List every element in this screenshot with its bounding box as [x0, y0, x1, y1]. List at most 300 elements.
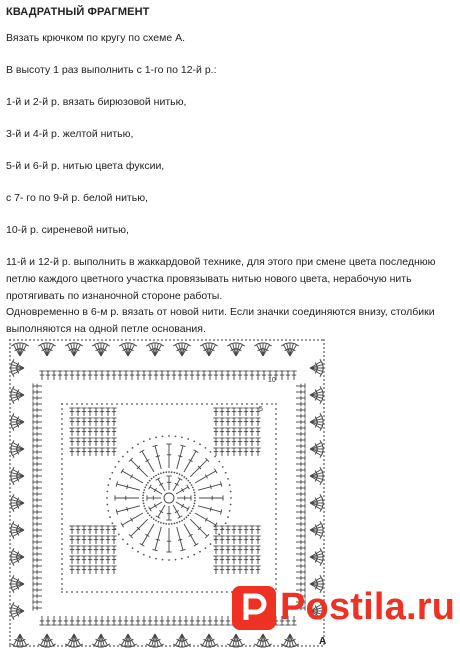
round-number-label: 5: [259, 406, 263, 413]
chain-dot: [275, 478, 277, 480]
chain-dot: [273, 645, 275, 647]
chain-dot: [289, 339, 291, 341]
chain-dot: [9, 523, 11, 525]
chain-dot: [293, 339, 295, 341]
chain-dot: [101, 591, 103, 593]
top-fan-stitch: [236, 345, 243, 356]
chain-dot: [245, 645, 247, 647]
chain-dot: [187, 438, 189, 440]
chain-dot: [61, 443, 63, 445]
chain-dot: [9, 479, 11, 481]
bottom-fan-stitch: [263, 634, 270, 645]
chain-dot: [275, 568, 277, 570]
medallion-stitch: [184, 524, 196, 545]
chain-dot: [166, 591, 168, 593]
chain-dot: [193, 554, 195, 556]
chain-dot: [230, 497, 232, 499]
bottom-fan-stitch: [122, 634, 129, 645]
stitch-crossbar: [210, 507, 211, 511]
bottom-fan-stitch: [14, 634, 21, 645]
stitch-top: [187, 507, 190, 512]
chain-dot: [275, 433, 277, 435]
chain-dot: [192, 487, 194, 489]
chain-dot: [187, 514, 189, 516]
chain-dot: [17, 339, 19, 341]
stitch-top: [320, 507, 323, 512]
chain-dot: [61, 543, 63, 545]
chain-dot: [144, 487, 146, 489]
chain-dot: [323, 363, 325, 365]
chain-dot: [106, 403, 108, 405]
chain-dot: [193, 339, 195, 341]
chain-dot: [257, 339, 259, 341]
right-fan-stitch: [310, 530, 321, 537]
top-fan-stitch: [209, 345, 216, 356]
chain-dot: [127, 543, 129, 545]
chain-dot: [275, 513, 277, 515]
chain-dot: [229, 510, 231, 512]
chain-dot: [142, 497, 144, 499]
chain-dot: [109, 645, 111, 647]
chain-dot: [9, 383, 11, 385]
chain-dot: [233, 339, 235, 341]
top-fan-stitch: [263, 345, 270, 356]
stitch-top: [159, 343, 164, 346]
chain-dot: [9, 639, 11, 641]
center-stitch: [150, 502, 162, 509]
chain-dot: [61, 538, 63, 540]
stitch-top: [11, 602, 14, 607]
top-fan-stitch: [74, 345, 81, 356]
stitch-top: [11, 575, 14, 580]
chain-dot: [193, 645, 195, 647]
chain-dot: [171, 591, 173, 593]
right-fan-stitch: [310, 416, 321, 423]
chain-dot: [141, 591, 143, 593]
chain-dot: [301, 339, 303, 341]
chain-dot: [165, 339, 167, 341]
chain-dot: [251, 403, 253, 405]
top-fan-stitch: [257, 345, 264, 356]
chain-dot: [275, 418, 277, 420]
chain-dot: [323, 459, 325, 461]
chain-dot: [155, 520, 157, 522]
left-fan-stitch: [13, 470, 24, 477]
chain-dot: [61, 413, 63, 415]
chain-dot: [323, 535, 325, 537]
left-fan-stitch: [13, 584, 24, 591]
stitch-top: [320, 426, 323, 431]
chain-dot: [275, 498, 277, 500]
chain-dot: [197, 645, 199, 647]
chain-dot: [137, 443, 139, 445]
stitch-crossbar: [127, 485, 128, 489]
chain-dot: [285, 339, 287, 341]
chain-dot: [81, 403, 83, 405]
chain-dot: [9, 399, 11, 401]
chain-dot: [176, 522, 178, 524]
stitch-crossbar: [178, 539, 182, 540]
chain-dot: [9, 483, 11, 485]
chain-dot: [142, 500, 144, 502]
chain-dot: [61, 513, 63, 515]
chain-dot: [230, 491, 232, 493]
chain-dot: [9, 587, 11, 589]
chain-dot: [323, 519, 325, 521]
chain-dot: [168, 435, 170, 437]
chain-dot: [275, 428, 277, 430]
chain-dot: [323, 379, 325, 381]
chain-dot: [271, 403, 273, 405]
left-fan-stitch: [13, 578, 24, 585]
medallion-stitch: [155, 446, 161, 469]
chain-dot: [9, 355, 11, 357]
chain-dot: [177, 339, 179, 341]
chain-dot: [194, 500, 196, 502]
chain-dot: [191, 591, 193, 593]
stitch-top: [11, 494, 14, 499]
chain-dot: [205, 339, 207, 341]
chain-dot: [211, 403, 213, 405]
chain-dot: [221, 403, 223, 405]
stitch-top: [132, 343, 137, 346]
chain-dot: [61, 473, 63, 475]
chain-dot: [9, 351, 11, 353]
paragraph-rows-5-6: 5-й и 6-й р. нитью цвета фуксии,: [6, 160, 165, 172]
left-fan-stitch: [13, 362, 24, 369]
bottom-fan-stitch: [149, 634, 156, 645]
chain-dot: [125, 339, 127, 341]
chain-dot: [253, 645, 255, 647]
chain-dot: [61, 488, 63, 490]
stitch-top: [121, 523, 124, 528]
chain-dot: [91, 591, 93, 593]
chain-dot: [181, 520, 183, 522]
chain-dot: [76, 591, 78, 593]
chain-dot: [206, 591, 208, 593]
center-stitch: [158, 505, 165, 517]
top-fan-stitch: [176, 345, 183, 356]
chain-dot: [93, 339, 95, 341]
medallion-stitch: [198, 484, 221, 490]
chain-dot: [229, 484, 231, 486]
stitch-top: [213, 343, 218, 346]
chain-dot: [33, 645, 35, 647]
chain-dot: [61, 408, 63, 410]
chain-dot: [191, 403, 193, 405]
chain-dot: [9, 459, 11, 461]
chain-dot: [41, 339, 43, 341]
chain-dot: [275, 423, 277, 425]
stitch-top: [149, 507, 152, 512]
chain-dot: [275, 468, 277, 470]
stitch-top: [156, 516, 161, 519]
chain-dot: [216, 591, 218, 593]
chain-dot: [9, 619, 11, 621]
chain-dot: [122, 456, 124, 458]
chain-dot: [241, 339, 243, 341]
medallion-stitch: [142, 451, 154, 472]
chain-dot: [9, 379, 11, 381]
top-fan-stitch: [14, 345, 21, 356]
stitch-top: [178, 516, 183, 519]
stitch-top: [11, 521, 14, 526]
chain-dot: [142, 494, 144, 496]
chain-dot: [127, 451, 129, 453]
chain-dot: [323, 547, 325, 549]
chain-dot: [9, 359, 11, 361]
chain-dot: [175, 435, 177, 437]
left-fan-stitch: [13, 395, 24, 402]
chain-dot: [323, 371, 325, 373]
chain-dot: [61, 558, 63, 560]
chain-dot: [191, 510, 193, 512]
bottom-fan-stitch: [101, 634, 108, 645]
chain-dot: [131, 591, 133, 593]
chain-dot: [275, 578, 277, 580]
chain-dot: [153, 518, 155, 520]
chain-dot: [151, 403, 153, 405]
chain-dot: [275, 528, 277, 530]
chain-dot: [45, 339, 47, 341]
chain-dot: [151, 591, 153, 593]
bottom-fan-stitch: [41, 634, 48, 645]
chain-dot: [214, 456, 216, 458]
chain-dot: [171, 471, 173, 473]
medallion-stitch: [198, 506, 221, 512]
chain-dot: [173, 339, 175, 341]
right-fan-stitch: [310, 470, 321, 477]
chain-dot: [189, 645, 191, 647]
chain-dot: [181, 475, 183, 477]
stitch-top: [320, 480, 323, 485]
chain-dot: [9, 643, 11, 645]
chain-dot: [323, 511, 325, 513]
chain-dot: [216, 403, 218, 405]
bottom-fan-stitch: [74, 634, 81, 645]
chain-dot: [61, 568, 63, 570]
chain-dot: [141, 645, 143, 647]
chain-dot: [146, 510, 148, 512]
chain-dot: [176, 403, 178, 405]
chain-dot: [189, 482, 191, 484]
chain-dot: [65, 339, 67, 341]
paragraph-rows-7-9: с 7- го по 9-й р. белой нитью,: [6, 192, 149, 204]
chain-dot: [9, 343, 11, 345]
chain-dot: [323, 439, 325, 441]
top-fan-stitch: [155, 345, 162, 356]
chain-dot: [323, 563, 325, 565]
chain-dot: [113, 645, 115, 647]
top-fan-stitch: [47, 345, 54, 356]
chain-dot: [194, 494, 196, 496]
chain-dot: [186, 591, 188, 593]
chain-dot: [323, 471, 325, 473]
chain-dot: [168, 471, 170, 473]
chain-dot: [323, 387, 325, 389]
chain-dot: [109, 478, 111, 480]
chain-dot: [275, 553, 277, 555]
chain-dot: [229, 339, 231, 341]
bottom-fan-stitch: [95, 634, 102, 645]
chain-dot: [149, 514, 151, 516]
chain-dot: [29, 339, 31, 341]
chain-dot: [185, 478, 187, 480]
chain-dot: [111, 403, 113, 405]
chain-dot: [141, 339, 143, 341]
chain-dot: [165, 471, 167, 473]
bottom-fan-stitch: [290, 634, 297, 645]
chain-dot: [61, 553, 63, 555]
chain-dot: [9, 551, 11, 553]
chain-dot: [29, 645, 31, 647]
chain-dot: [89, 339, 91, 341]
top-fan-stitch: [284, 345, 291, 356]
chain-dot: [323, 479, 325, 481]
chain-dot: [176, 591, 178, 593]
bottom-fan-stitch: [20, 634, 27, 645]
chain-dot: [323, 435, 325, 437]
chain-dot: [246, 403, 248, 405]
medallion-stitch: [122, 513, 143, 525]
chain-dot: [109, 339, 111, 341]
chain-dot: [9, 507, 11, 509]
stitch-top: [294, 343, 299, 346]
chain-dot: [323, 463, 325, 465]
stitch-top: [105, 343, 110, 346]
chain-dot: [305, 339, 307, 341]
chain-dot: [214, 539, 216, 541]
chain-dot: [57, 645, 59, 647]
chain-dot: [168, 559, 170, 561]
medallion-stitch: [142, 524, 154, 545]
chain-dot: [71, 403, 73, 405]
chain-dot: [176, 472, 178, 474]
chain-dot: [323, 543, 325, 545]
right-fan-stitch: [310, 395, 321, 402]
stitch-top: [11, 440, 14, 445]
chain-dot: [205, 547, 207, 549]
chain-dot: [136, 403, 138, 405]
center-ring: [164, 493, 174, 503]
chain-dot: [9, 371, 11, 373]
chain-dot: [9, 411, 11, 413]
chain-dot: [222, 466, 224, 468]
stitch-crossbar: [178, 456, 182, 457]
chain-dot: [179, 473, 181, 475]
chain-dot: [241, 403, 243, 405]
stitch-top: [194, 543, 199, 546]
chain-dot: [185, 339, 187, 341]
stitch-top: [156, 478, 161, 481]
chain-dot: [171, 523, 173, 525]
left-fan-stitch: [13, 449, 24, 456]
chain-dot: [149, 556, 151, 558]
chain-dot: [261, 339, 263, 341]
bottom-fan-stitch: [236, 634, 243, 645]
right-fan-stitch: [310, 368, 321, 375]
chain-dot: [323, 575, 325, 577]
chain-dot: [9, 455, 11, 457]
chain-dot: [323, 351, 325, 353]
chain-dot: [174, 523, 176, 525]
chain-dot: [187, 556, 189, 558]
chain-dot: [111, 472, 113, 474]
chain-dot: [317, 339, 319, 341]
chain-dot: [217, 645, 219, 647]
stitch-top: [320, 561, 323, 566]
chain-dot: [65, 645, 67, 647]
chain-dot: [275, 403, 277, 405]
chain-dot: [9, 495, 11, 497]
chain-dot: [273, 339, 275, 341]
chain-dot: [53, 339, 55, 341]
medallion-stitch: [131, 460, 148, 477]
chain-dot: [61, 508, 63, 510]
stitch-top: [186, 343, 191, 346]
chain-dot: [147, 512, 149, 514]
chain-dot: [151, 478, 153, 480]
center-stitch: [176, 502, 188, 509]
top-fan-stitch: [290, 345, 297, 356]
chain-dot: [231, 403, 233, 405]
paragraph-repeat: В высоту 1 раз выполнить с 1-го по 12-й р.:: [6, 64, 217, 76]
chain-dot: [245, 339, 247, 341]
chain-dot: [218, 534, 220, 536]
chain-dot: [107, 510, 109, 512]
right-fan-stitch: [310, 557, 321, 564]
chain-dot: [151, 516, 153, 518]
chain-dot: [218, 461, 220, 463]
chain-dot: [275, 558, 277, 560]
chain-dot: [206, 403, 208, 405]
chain-dot: [9, 615, 11, 617]
chain-dot: [169, 645, 171, 647]
chain-dot: [106, 591, 108, 593]
chain-dot: [323, 415, 325, 417]
chain-dot: [143, 492, 145, 494]
chain-dot: [265, 339, 267, 341]
chain-dot: [275, 483, 277, 485]
chain-dot: [161, 339, 163, 341]
chain-dot: [313, 645, 315, 647]
chain-dot: [175, 559, 177, 561]
medallion-stitch: [122, 471, 143, 483]
chain-dot: [194, 492, 196, 494]
chain-dot: [275, 453, 277, 455]
chain-dot: [323, 339, 325, 341]
left-fan-stitch: [13, 503, 24, 510]
chain-dot: [149, 480, 151, 482]
chain-dot: [192, 508, 194, 510]
chain-dot: [277, 339, 279, 341]
chain-dot: [155, 558, 157, 560]
chain-dot: [143, 503, 145, 505]
chain-dot: [194, 497, 196, 499]
chain-dot: [197, 339, 199, 341]
center-stitch: [158, 479, 165, 491]
chain-dot: [323, 467, 325, 469]
stitch-top: [24, 343, 29, 346]
chain-dot: [225, 339, 227, 341]
chain-dot: [61, 528, 63, 530]
chain-dot: [323, 487, 325, 489]
chain-dot: [323, 383, 325, 385]
top-fan-stitch: [20, 345, 27, 356]
chain-dot: [205, 447, 207, 449]
chain-dot: [173, 645, 175, 647]
chain-dot: [33, 339, 35, 341]
